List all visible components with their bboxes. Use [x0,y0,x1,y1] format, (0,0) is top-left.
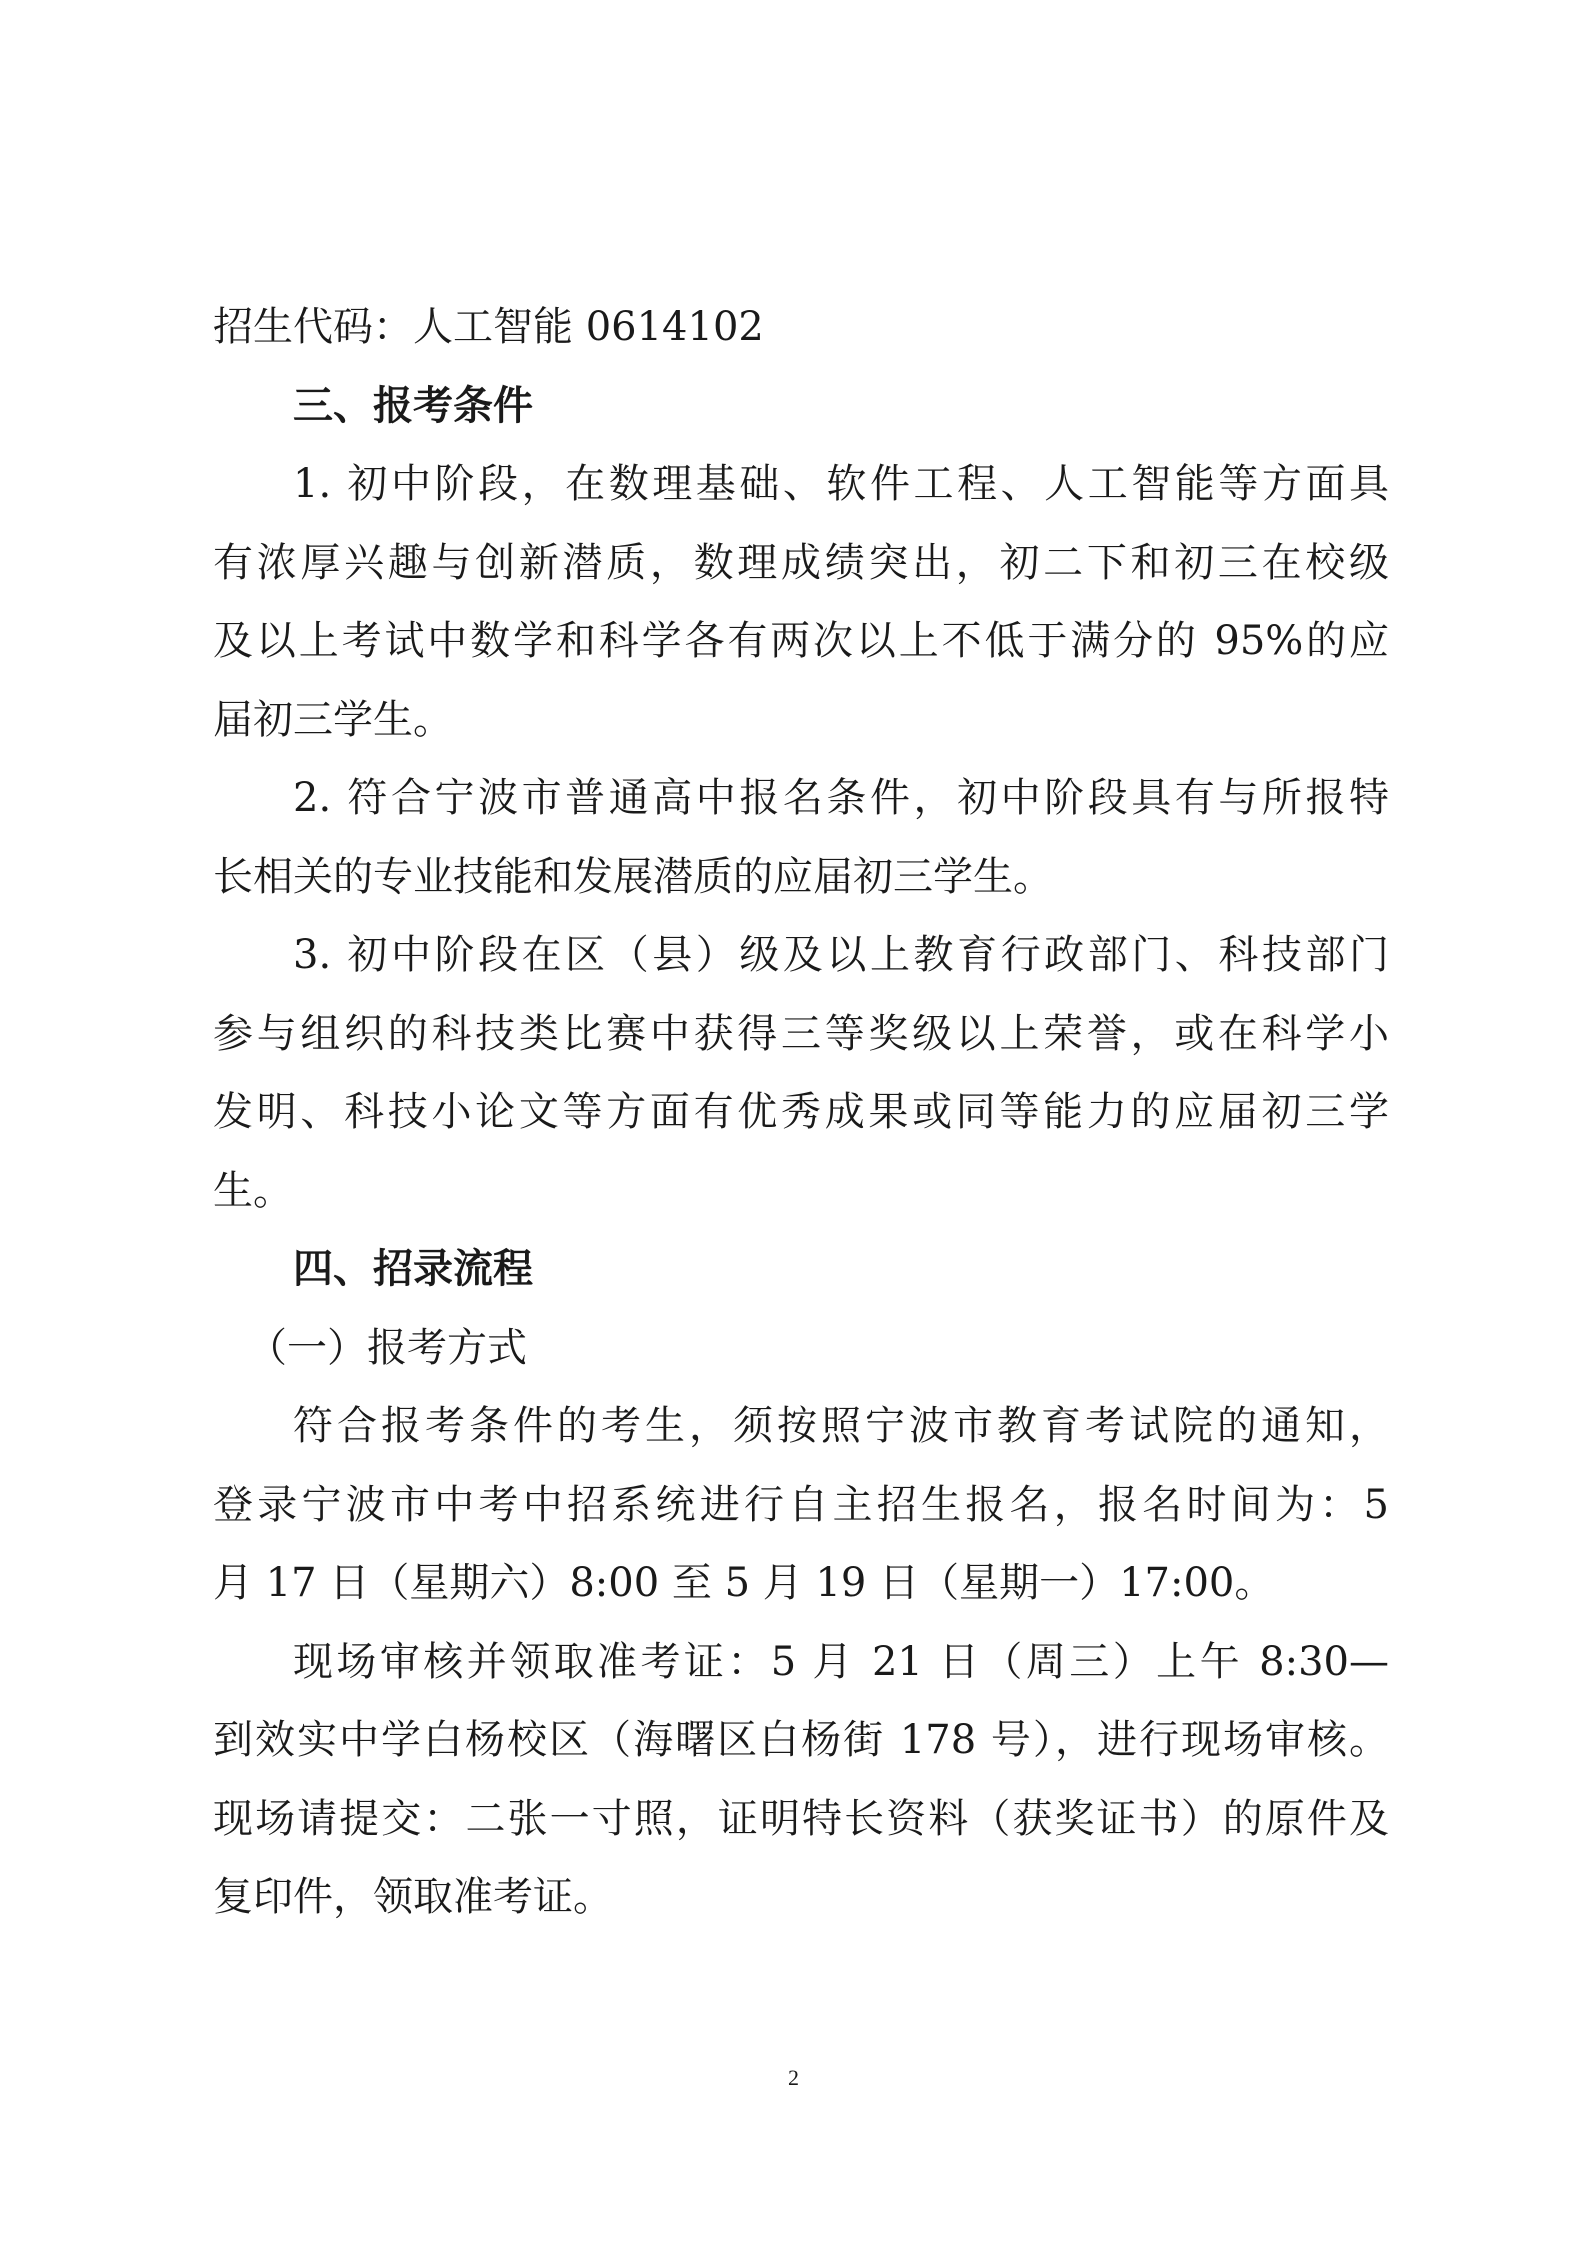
document-body [213,288,1389,1937]
sub-heading-registration-method: （一）报考方式 [247,1324,527,1371]
text-line: 及以上考试中数学和科学各有两次以上不低于满分的 95%的应 [213,618,1389,664]
text-line: 登录宁波市中考中招系统进行自主招生报名，报名时间为：5 [213,1481,1389,1528]
section-heading-conditions: 三、报考条件 [293,381,533,429]
text-line: 3. 初中阶段在区（县）级及以上教育行政部门、科技部门 [293,932,1389,978]
text-line: 有浓厚兴趣与创新潜质，数理成绩突出，初二下和初三在校级 [213,539,1389,586]
text-line: 月 17 日（星期六）8:00 至 5 月 19 日（星期一）17:00。 [213,1560,1275,1606]
text-line: 符合报考条件的考生，须按照宁波市教育考试院的通知， [293,1403,1389,1449]
text-line: 1. 初中阶段，在数理基础、软件工程、人工智能等方面具 [293,461,1389,507]
text-line: 参与组织的科技类比赛中获得三等奖级以上荣誉，或在科学小 [213,1010,1389,1057]
text-line: 现场审核并领取准考证：5 月 21 日（周三）上午 8:30— [293,1638,1389,1685]
text-line: 复印件，领取准考证。 [213,1874,613,1920]
text-line: 2. 符合宁波市普通高中报名条件，初中阶段具有与所报特 [293,775,1389,821]
condition-item-2 [213,759,1389,916]
text-line: 届初三学生。 [213,696,453,743]
condition-item-3 [213,916,1389,1230]
text-line: 长相关的专业技能和发展潜质的应届初三学生。 [213,853,1053,900]
text-line: 生。 [213,1167,293,1214]
condition-item-1 [213,445,1389,759]
text-line: 现场请提交：二张一寸照，证明特长资料（获奖证书）的原件及 [213,1795,1389,1842]
text-line: 到效实中学白杨校区（海曙区白杨街 178 号），进行现场审核。 [213,1717,1389,1763]
review-paragraph [213,1623,1389,1937]
registration-paragraph [213,1387,1389,1623]
enrollment-code-line: 招生代码：人工智能 0614102 [213,304,764,350]
page-number: 2 [788,2065,799,2090]
section-heading-process: 四、招录流程 [293,1245,533,1292]
text-line: 发明、科技小论文等方面有优秀成果或同等能力的应届初三学 [213,1089,1389,1135]
